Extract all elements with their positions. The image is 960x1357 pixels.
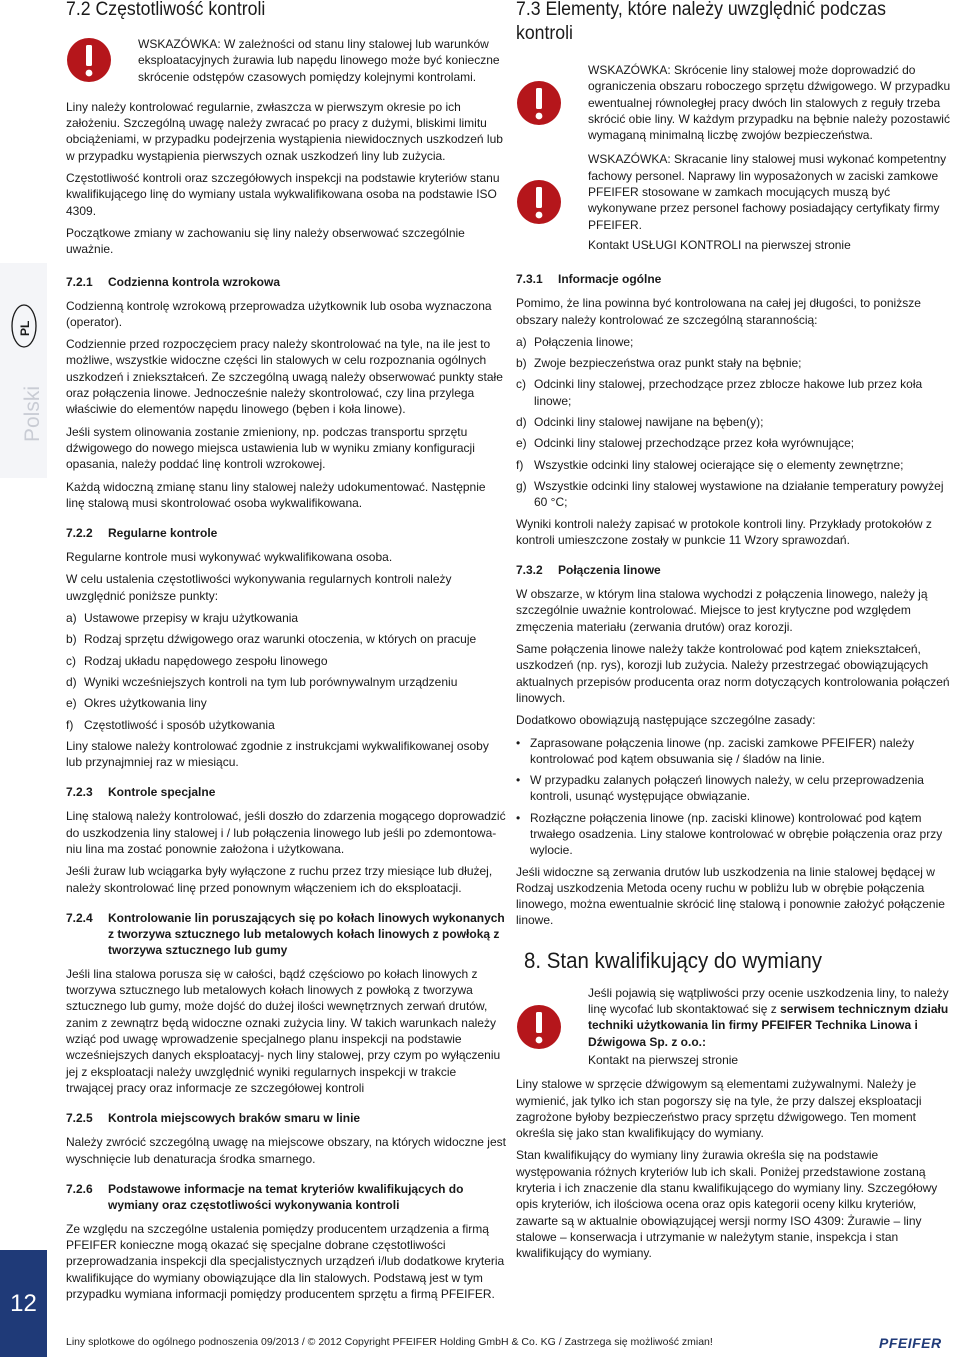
paragraph: Codziennie przed rozpoczęciem pracy należy skontrolować na tyle, na ile jest to możliwe, wszystkie widoczne części lin stalowych w celu rozpoznania ogólnych uszkodzeń i zniekształceń. Ze szczególną uwagą należy obserwować punkty stałe oraz połączenia linowe. Jednocześnie należy skontrolować, czy lina przylega właściwie do elementów napędu linowego (bęben i koła linowe).	[66, 337, 503, 417]
list-item: c) Rodzaj układu napędowego zespołu linowego	[66, 653, 328, 668]
list-item: d) Wyniki wcześniejszych kontroli na tym lub porównywalnym urządzeniu	[66, 674, 458, 689]
paragraph: Liny stalowe w sprzęcie dźwigowym są elementami zużywalnymi. Należy je wymienić, jak tylko ich stan pogorszy się na tyle, że przy dalszej eksploatacji zagrożone byłoby bezpieczeństwo pracy sprzętu dźwigowego. Ten moment określa się jako stan kwalifikujący do wymiany.	[516, 1077, 922, 1141]
subsection-heading: 7.2.1 Codzienna kontrola wzrokowa	[66, 274, 281, 289]
subsection-heading: 7.2.4 Kontrolowanie lin poruszających się po kołach linowych wykonanych z tworzywa sztucznego lub metalowych kołach linowych z powłoką z tworzywa sztucznego lub gumy	[66, 910, 505, 957]
paragraph: Ze względu na szczególne ustalenia pomiędzy producentem urządzenia a firmą PFEIFER konieczne mogą okazać się specjalne dobrane częstotliwości przeprowadzania inspekcji dla specjalistycznych urządzeń i/lub dodatkowe kryteria kwalifikujące do wymiany obowiązujące dla lin stalowych. Podstawą jest w tym przypadku wymiana informacji pomiędzy producentem sprzętu a firmą PFEIFER.	[66, 1221, 505, 1302]
list-item: e) Odcinki liny stalowej przechodzące przez koła wyrównujące;	[516, 436, 855, 451]
list-item: f) Wszystkie odcinki liny stalowej ocierające się o elementy zewnętrzne;	[516, 457, 904, 472]
paragraph: Liny należy kontrolować regularnie, zwłaszcza w pierwszym okresie po ich założeniu. Szczególną uwagę należy zwracać po pracy z dużymi, bliskimi limitu obciążeniami, w przypadku podejrzenia wystąpienia niewidocznych uszkodzeń lub w przypadku wystąpienia pierwszych oznak uszkodzeń liny lub zużycia.	[66, 99, 503, 163]
list-item: e) Okres użytkowania liny	[66, 696, 207, 711]
list-item: b) Zwoje bezpieczeństwa oraz punkt stały na bębnie;	[516, 356, 802, 371]
paragraph: Dodatkowo obowiązują następujące szczególne zasady:	[516, 713, 816, 728]
paragraph: Liny stalowe należy kontrolować zgodnie z instrukcjami wykwalifikowanej osoby lub przynajmniej raz w miesiącu.	[66, 738, 489, 770]
criteria-list	[66, 610, 506, 733]
rules-list	[516, 735, 956, 859]
right-column	[516, 0, 956, 1268]
paragraph: Stan kwalifikujący do wymiany liny żurawia określa się na podstawie występowania różnych kryteriów lub ich skali. Poniżej przedstawione zostaną kryteria i ich znaczenie dla stanu kwalifikującego do wymiany liny. Szczegółowy opis kryteriów, ich ilościowa ocena oraz opis kategorii oceny kilku kryteriów, zawarte są w aktualnie obowiązującej wersji normy ISO 4309: Żurawie – liny stalowe – konserwacja i utrzymanie w należytym stanie, inspekcja i stan kwalifikujący do wymiany.	[516, 1148, 938, 1261]
subsection-heading: 7.2.5 Kontrola miejscowych braków smaru w linie	[66, 1111, 361, 1126]
paragraph: Codzienną kontrolę wzrokową przeprowadza użytkownik lub osoba wyznaczona (operator).	[66, 298, 492, 329]
service-contact-name: serwisem technicznym działu techniki użytkowania lin firmy PFEIFER Technika Linowa i Dźwigowa Sp. z o.o.:	[588, 1002, 949, 1049]
list-item: a) Ustawowe przepisy w kraju użytkowania	[66, 611, 299, 626]
bullet-item: • Rozłączne połączenia linowe (np. zaciski klinowe) kontrolować pod kątem trwałego osadzenia. Liny stalowe kontrolować w obrębie połączenia oraz przy wylocie.	[516, 810, 943, 858]
paragraph: Wyniki kontroli należy zapisać w protokole kontroli liny. Przykłady protokołów z kontroli umieszczone zostały w punkcie 11 Wzory sprawozdań.	[516, 516, 932, 547]
paragraph: Jeśli lina stalowa porusza się w całości, bądź częściowo po kołach linowych z tworzywa sztucznego lub metalowych kołach linowych z powłoką z tworzywa sztucznego lub gumy, może dojść do dużej ilości wewnętrznych zerwań drutów, zanim z zewnątrz będą widoczne oznaki zużycia liny. W takich warunkach należy wziąć pod uwagę wprowadzenie specjalnego planu inspekcji na podstawie wcześniejszych danych eksploatacyj- nych liny stalowej, przy czym po wyłączeniu jej z eksploatacji należy uwzględnić wyniki regularnych inspekcji w trakcie trwającej pracy oraz informacje ze szczegółowej kontroli	[66, 966, 501, 1095]
paragraph: Jeśli widoczne są zerwania drutów lub uszkodzenia na linie stalowej będącej w Rodzaj uszkodzenia Metoda oceny ruchu w pobliżu lub w obrębie połączenia linowego, można ewentualnie skrócić linę stalową i ponownie założyć połączenie linowe.	[516, 864, 945, 928]
list-item: b) Rodzaj sprzętu dźwigowego oraz warunki otoczenia, w których on pracuje	[66, 632, 477, 647]
left-column	[66, 0, 506, 1308]
paragraph: Linę stalową należy kontrolować, jeśli doszło do zdarzenia mogącego doprowadzić do uszkodzenia liny stalowej i / lub połączenia linowego lub jeśli po zdemontowa- niu lina ma zostać ponownie założona i użytkowana.	[66, 809, 506, 856]
contact-note: Kontakt USŁUGI KONTROLI na pierwszej stronie	[588, 237, 851, 252]
subsection-heading: 7.3.1 Informacje ogólne	[516, 272, 662, 287]
list-item: f) Częstotliwość i sposób użytkowania	[66, 717, 275, 732]
paragraph: Pomimo, że lina powinna być kontrolowana na całej jej długości, to poniższe obszary należy kontrolować ze szczególną starannością:	[516, 296, 921, 327]
paragraph: Początkowe zmiany w zachowaniu się liny należy obserwować szczególnie uważnie.	[66, 225, 465, 257]
section-title-7-2: 7.2 Częstotliwość kontroli	[66, 0, 266, 20]
warning-icon	[516, 985, 582, 1068]
warning-icon	[516, 62, 582, 143]
bullet-item: • Zaprasowane połączenia linowe (np. zaciski zamkowe PFEIFER) należy kontrolować pod kątem obsuwania się / śladów na linie.	[516, 735, 915, 766]
paragraph: Należy zwrócić szczególną uwagę na miejscowe obszary, na których widoczne jest wyschnięcie lub denaturacja środka smarnego.	[66, 1135, 506, 1166]
warning-text: WSKAZÓWKA: Skrócenie liny stalowej może doprowadzić do ograniczenia obszaru roboczego sprzętu dźwigowego. W przypadku ewentualnej równoległej pracy dwóch lin stalowych z reguły trzeba skrócić obie liny. W każdym przypadku na bębnie należy pozostawić wymaganą minimalną liczbę zwojów bezpieczeństwa.	[588, 63, 951, 143]
list-item: d) Odcinki liny stalowej nawijane na bęben(y);	[516, 415, 764, 430]
paragraph: Częstotliwość kontroli oraz szczegółowych inspekcji na podstawie kryteriów stanu kwalifikującego linę do wymiany ustala wykwalifikowana osoba na podstawie ISO 4309.	[66, 171, 500, 218]
warning-block	[66, 36, 506, 85]
bullet-item: • W przypadku zalanych połączeń linowych należy, w celu przeprowadzenia kontroli, usunąć występujące obwiązanie.	[516, 773, 924, 804]
paragraph: W obszarze, w którym lina stalowa wychodzi z połączenia linowego, należy ją szczególnie uważnie kontrolować. Miejsce to jest krytyczne pod względem zmęczenia materiału (zerwania drutów) oraz korozji.	[516, 587, 928, 634]
pfeifer-logo	[878, 1335, 950, 1351]
warning-text: Jeśli pojawią się wątpliwości przy ocenie uszkodzenia liny, to należy linę wycofać lub skontaktować się z	[588, 985, 949, 1017]
list-item: g) Wszystkie odcinki liny stalowej wystawione na działanie temperatury powyżej 60 °C;	[516, 478, 944, 510]
warning-icon	[516, 151, 582, 253]
warning-block	[516, 985, 956, 1068]
warning-text: WSKAZÓWKA: Skracanie liny stalowej musi wykonać kompetentny fachowy personel. Naprawy lin wyposażonych w zaciski zamkowe PFEIFER stosowane w zamkach mocujących muszą być wykonywane przez personel fachowy posiadający certyfikaty firmy PFEIFER.	[588, 152, 947, 232]
section-title-8: 8. Stan kwalifikujący do wymiany	[524, 947, 822, 973]
warning-block	[516, 151, 956, 253]
sidebar	[0, 0, 47, 1357]
section-title-7-3: 7.3 Elementy, które należy uwzględnić podczas kontroli	[516, 0, 886, 44]
logo-text: PFEIFER	[879, 1335, 942, 1351]
contact-note: Kontakt na pierwszej stronie	[588, 1052, 739, 1067]
footer-text: Liny splotkowe do ogólnego podnoszenia 09/2013 / © 2012 Copyright PFEIFER Holding GmbH & Co. KG / Zastrzega się możliwość zmian!	[66, 1336, 713, 1348]
page-number: 12	[0, 1250, 47, 1357]
list-item: a) Połączenia linowe;	[516, 334, 634, 349]
subsection-heading: 7.3.2 Połączenia linowe	[516, 563, 661, 578]
paragraph: Jeśli system olinowania zostanie zmieniony, np. podczas transportu sprzętu dźwigowego do nowego miejsca ustawienia lub w wyniku zmiany konfiguracji opasania, należy poddać linę kontroli wzrokowej.	[66, 424, 475, 472]
inspection-areas-list	[516, 334, 956, 511]
warning-block	[516, 62, 956, 143]
paragraph: W celu ustalenia częstotliwości wykonywania regularnych kontroli należy uwzględnić poniższe punkty:	[66, 572, 452, 603]
warning-text: WSKAZÓWKA: W zależności od stanu liny stalowej lub warunków eksploatacyjnych żurawia lub napędu linowego może być konieczne skrócenie odstępów czasowych pomiędzy kolejnymi kontrolami.	[138, 37, 500, 84]
paragraph: Jeśli żuraw lub wciągarka były wyłączone z ruchu przez trzy miesiące lub dłużej, należy skontrolować linę przed ponownym włączeniem ich do eksploatacji.	[66, 864, 493, 895]
language-label: Polski	[21, 385, 44, 442]
paragraph: Każdą widoczną zmianę stanu liny stalowej należy udokumentować. Następnie linę stalową musi skontrolować osoba wykwalifikowana.	[66, 479, 486, 510]
language-tab	[2, 292, 46, 452]
subsection-heading: 7.2.6 Podstawowe informacje na temat kryteriów kwalifikujących do wymiany oraz częstotliwości wykonywania kontroli	[66, 1181, 464, 1212]
paragraph: Same połączenia linowe należy także kontrolować pod kątem zniekształceń, uszkodzeń (np. rys), korozji lub zużycia. Należy przestrzegać obowiązujących aktualnych przepisów producenta oraz norm dotyczących kontrolowania połączeń linowych.	[516, 642, 950, 705]
paragraph: Regularne kontrole musi wykonywać wykwalifikowana osoba.	[66, 550, 393, 565]
subsection-heading: 7.2.2 Regularne kontrole	[66, 526, 218, 541]
warning-icon	[66, 36, 132, 85]
list-item: c) Odcinki liny stalowej, przechodzące przez zblocze hakowe lub przez koła linowe;	[516, 377, 923, 408]
language-code: PL	[18, 320, 32, 336]
subsection-heading: 7.2.3 Kontrole specjalne	[66, 785, 216, 800]
